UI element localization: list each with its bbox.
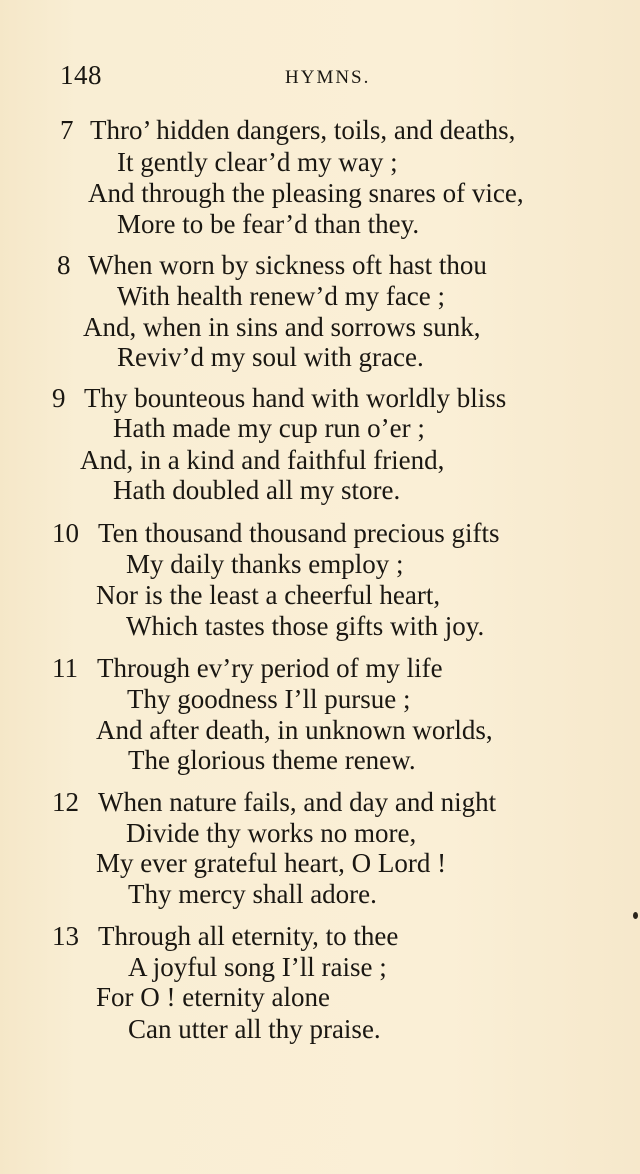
verse-line: Nor is the least a cheerful heart, xyxy=(96,580,441,610)
verse-line: It gently clear’d my way ; xyxy=(117,147,398,177)
verse-line: Thro’ hidden dangers, toils, and deaths, xyxy=(90,115,516,145)
verse-line: When worn by sickness oft hast thou xyxy=(88,250,487,280)
verse-line: And through the pleasing snares of vice, xyxy=(88,178,524,208)
verse-line: And, when in sins and sorrows sunk, xyxy=(83,312,481,342)
verse-line: A joyful song I’ll raise ; xyxy=(128,952,387,982)
verse-number: 9 xyxy=(52,383,66,413)
verse-number: 12 xyxy=(52,787,79,817)
verse-line: More to be fear’d than they. xyxy=(117,209,420,239)
verse-line: Reviv’d my soul with grace. xyxy=(117,342,424,372)
verse-line: My ever grateful heart, O Lord ! xyxy=(96,848,447,878)
verse-line: Thy mercy shall adore. xyxy=(128,879,377,909)
verse-line: Divide thy works no more, xyxy=(126,818,417,848)
verse-line: Through all eternity, to thee xyxy=(98,921,399,951)
verse-line: For O ! eternity alone xyxy=(96,982,330,1012)
verse-line: And after death, in unknown worlds, xyxy=(96,715,493,745)
verse-line: Ten thousand thousand precious gifts xyxy=(98,518,500,548)
verse-line: Through ev’ry period of my life xyxy=(97,653,443,683)
verse-number: 7 xyxy=(60,115,74,145)
verse-line: The glorious theme renew. xyxy=(128,745,416,775)
verse-line: With health renew’d my face ; xyxy=(117,281,446,311)
verse-number: 11 xyxy=(52,653,78,683)
page-number: 148 xyxy=(60,60,102,90)
verse-line: When nature fails, and day and night xyxy=(98,787,497,817)
verse-number: 8 xyxy=(57,250,71,280)
verse-line: And, in a kind and faithful friend, xyxy=(80,445,445,475)
verse-line: Thy goodness I’ll pursue ; xyxy=(127,684,411,714)
verse-line: Hath doubled all my store. xyxy=(113,475,401,505)
running-head: HYMNS. xyxy=(285,67,371,88)
verse-line: Thy bounteous hand with worldly bliss xyxy=(84,383,507,413)
verse-line: Can utter all thy praise. xyxy=(128,1014,381,1044)
verse-number: 10 xyxy=(52,518,79,548)
ink-speck xyxy=(633,912,638,919)
verse-line: My daily thanks employ ; xyxy=(126,549,404,579)
verse-line: Hath made my cup run o’er ; xyxy=(113,413,425,443)
verse-line: Which tastes those gifts with joy. xyxy=(126,611,485,641)
verse-number: 13 xyxy=(52,921,79,951)
